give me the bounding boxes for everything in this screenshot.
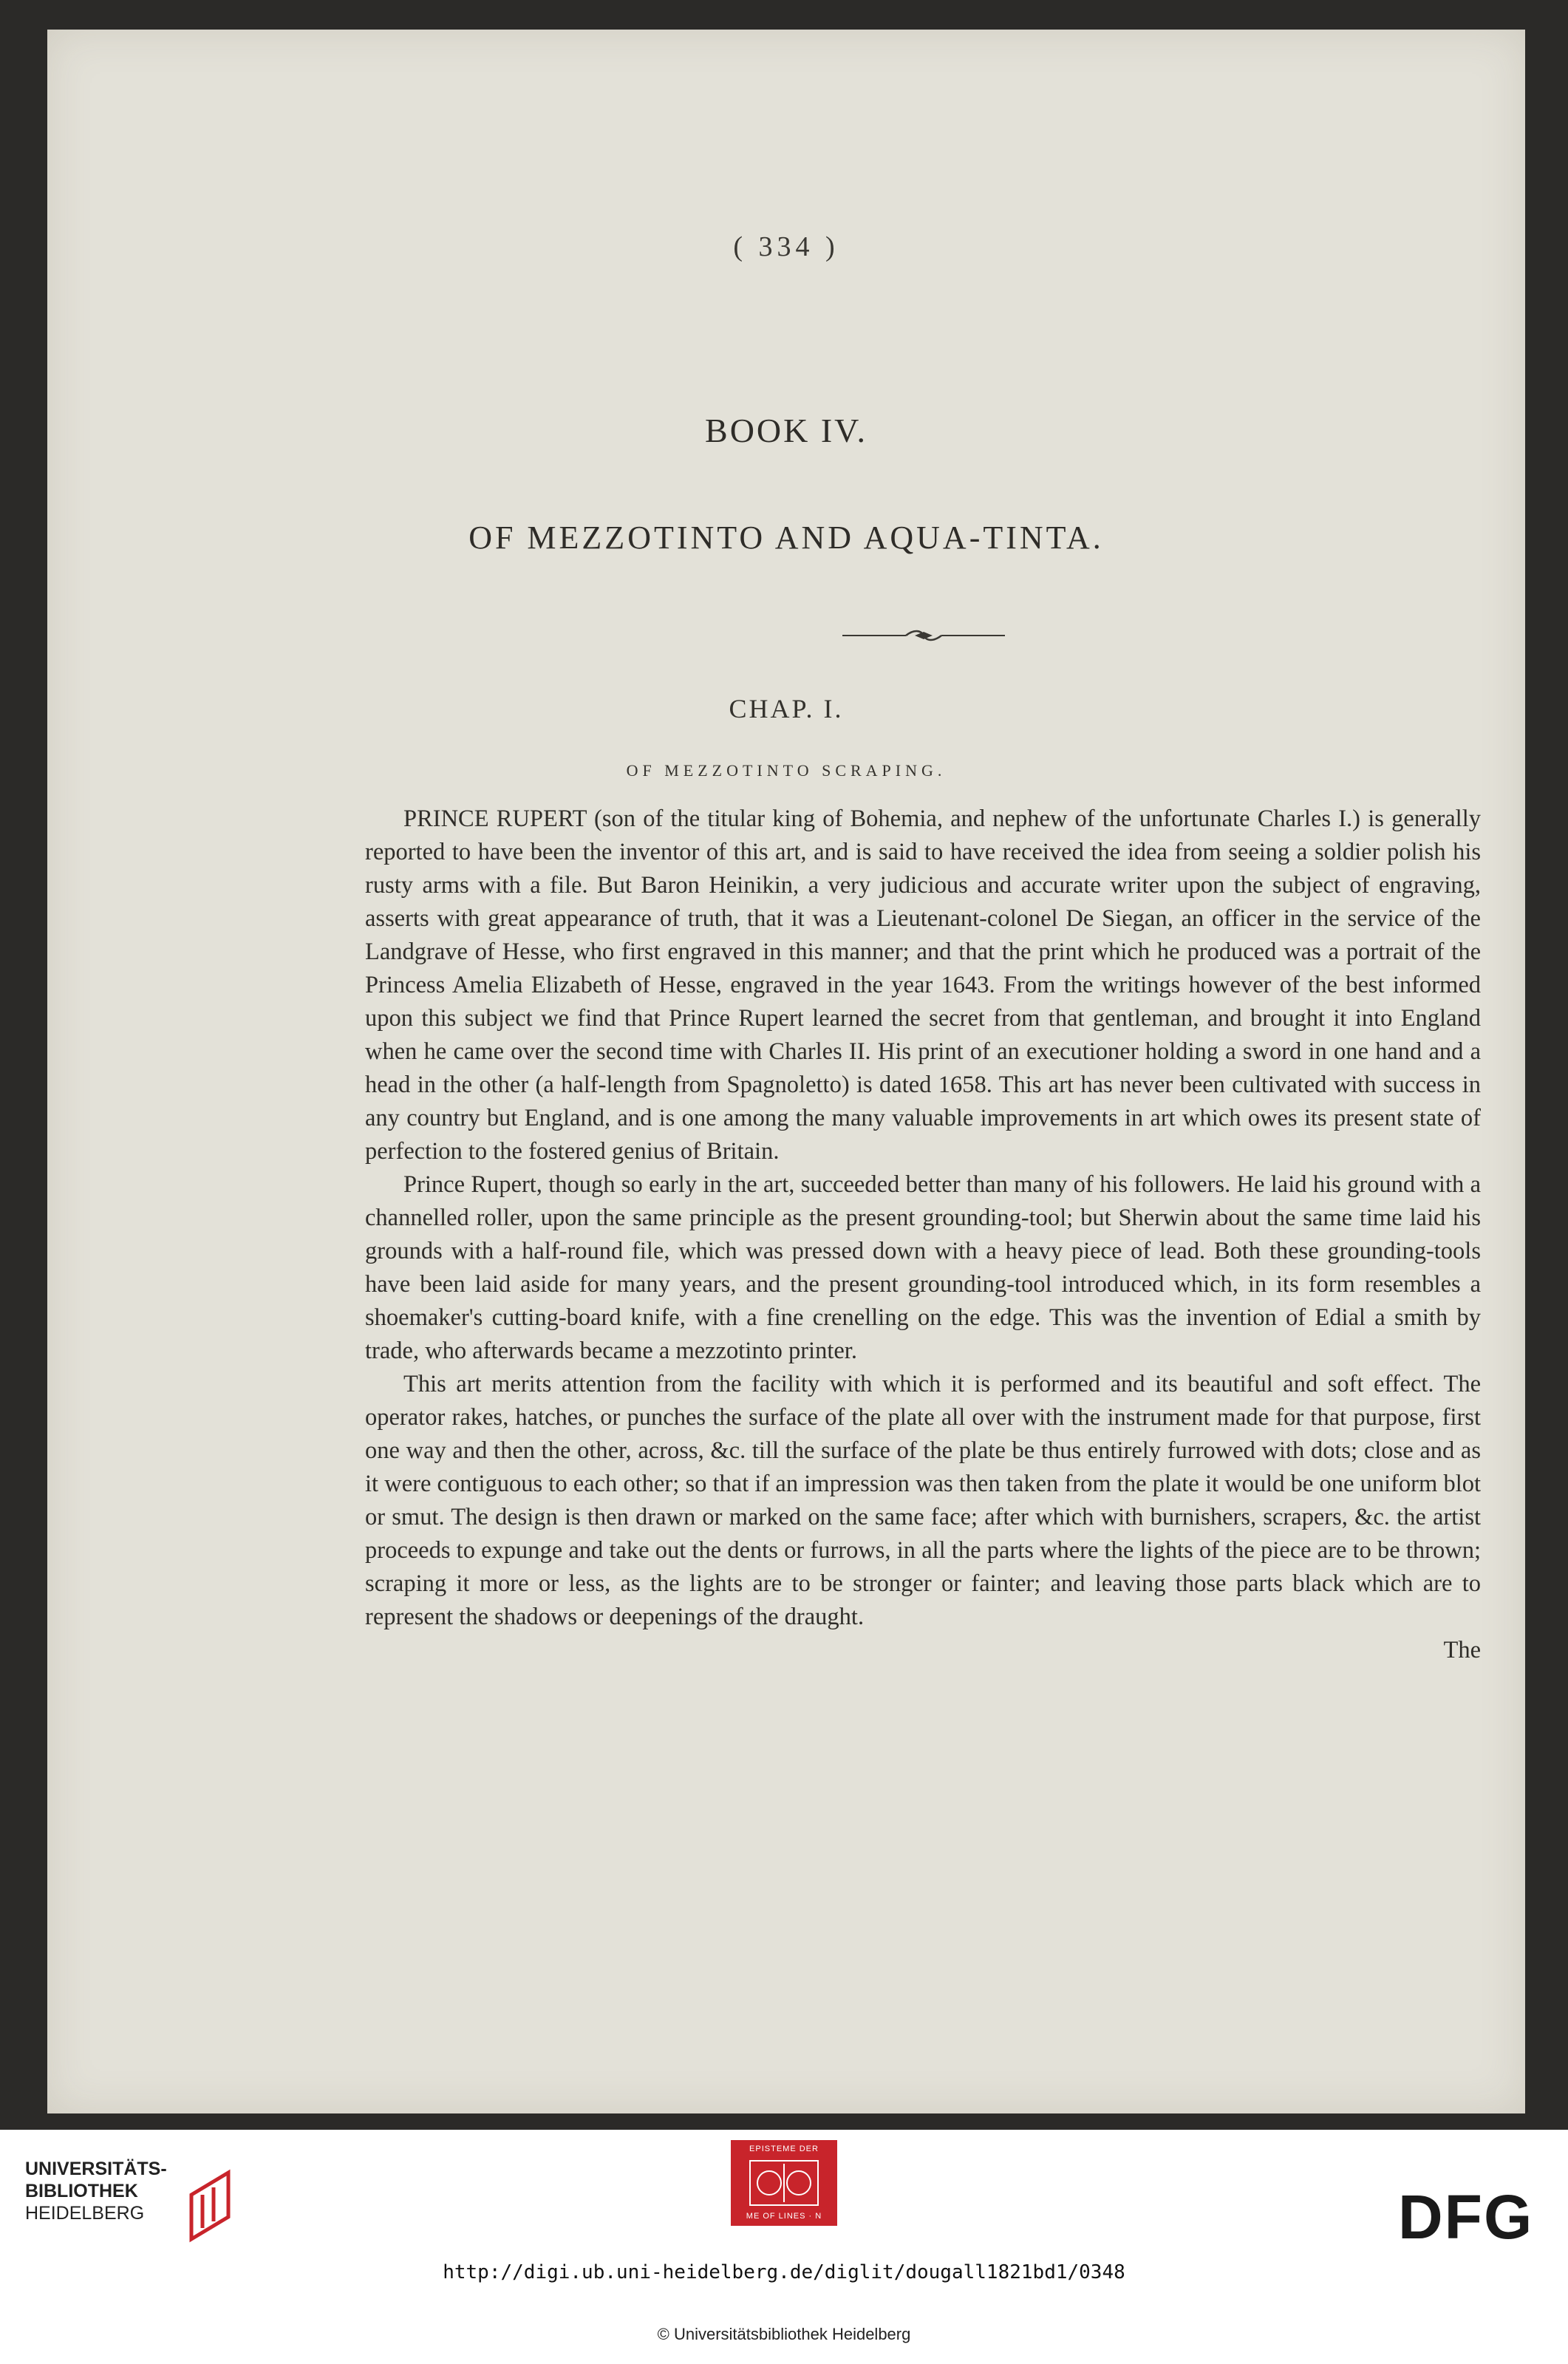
badge-emblem-icon [747, 2158, 821, 2208]
book-title: BOOK IV. [705, 412, 867, 449]
ornament-divider-icon [841, 627, 1006, 644]
dfg-logo[interactable]: DFG [1398, 2182, 1534, 2252]
body-text [365, 803, 1481, 1667]
library-mark-icon [184, 2165, 243, 2247]
permalink-url[interactable]: http://digi.ub.uni-heidelberg.de/diglit/dougall1821bd1/0348 [443, 2261, 1125, 2283]
copyright-notice: © Universitätsbibliothek Heidelberg [657, 2325, 911, 2343]
scanned-page [47, 30, 1525, 2113]
badge-bottom-text: ME OF LINES · N [746, 2212, 822, 2221]
library-name-line3: HEIDELBERG [25, 2203, 145, 2224]
episteme-badge[interactable] [731, 2140, 837, 2226]
library-name-line1: UNIVERSITÄTS- [25, 2159, 167, 2179]
footer-bar [0, 2130, 1568, 2364]
library-name-line2: BIBLIOTHEK [25, 2181, 138, 2201]
library-logo[interactable] [25, 2158, 247, 2276]
catchword: The [1443, 1637, 1481, 1663]
book-subtitle: OF MEZZOTINTO AND AQUA-TINTA. [468, 520, 1104, 556]
chapter-title: CHAP. I. [729, 694, 844, 723]
paragraph: This art merits attention from the facility with which it is performed and its beautiful and soft effect. The operator rakes, hatches, or punches the surface of the plate all over with the instrument made for that purpose, first one way and then the other, across, &c. till the surface of the plate be thus entirely furrowed with dots; close and as it were contiguous to each other; so that if an impression was then taken from the plate it would be one uniform blot or smut. The design is then drawn or marked on the same face; after which with burnishers, scrapers, &c. the artist proceeds to expunge and take out the dents or furrows, in all the parts where the lights of the piece are to be thrown; scraping it more or less, as the lights are to be stronger or fainter; and leaving those parts black which are to represent the shadows or deepenings of the draught. [365, 1371, 1481, 1630]
paragraph: Prince Rupert, though so early in the art, succeeded better than many of his followers. He laid his ground with a channelled roller, upon the same principle as the present grounding-tool; but Sherwin about the same time laid his grounds with a half-round file, which was pressed down with a heavy piece of lead. Both these grounding-tools have been laid aside for many years, and the present grounding-tool introduced which, in its form resembles a shoemaker's cutting-board knife, with a fine crenelling on the edge. This was the invention of Edial a smith by trade, who afterwards became a mezzotinto printer. [365, 1171, 1481, 1364]
chapter-subtitle: OF MEZZOTINTO SCRAPING. [626, 761, 947, 780]
badge-top-text: EPISTEME DER [749, 2145, 819, 2153]
page-number: ( 334 ) [733, 231, 839, 262]
paragraph: PRINCE RUPERT (son of the titular king of Bohemia, and nephew of the unfortunate Charles I.) is generally reported to have been the inventor of this art, and is said to have received the idea from seeing a soldier polish his rusty arms with a file. But Baron Heinikin, a very judicious and accurate writer upon the subject of engraving, asserts with great appearance of truth, that it was a Lieutenant-colonel De Siegan, an officer in the service of the Landgrave of Hesse, who first engraved in this manner; and that the print which he produced was a portrait of the Princess Amelia Elizabeth of Hesse, engraved in the year 1643. From the writings however of the best informed upon this subject we find that Prince Rupert learned the secret from that gentleman, and brought it into England when he came over the second time with Charles II. His print of an executioner holding a sword in one hand and a head in the other (a half-length from Spagnoletto) is dated 1658. This art has never been cultivated with success in any country but England, and is one among the many valuable improvements in art which owes its present state of perfection to the fostered genius of Britain. [365, 805, 1481, 1165]
